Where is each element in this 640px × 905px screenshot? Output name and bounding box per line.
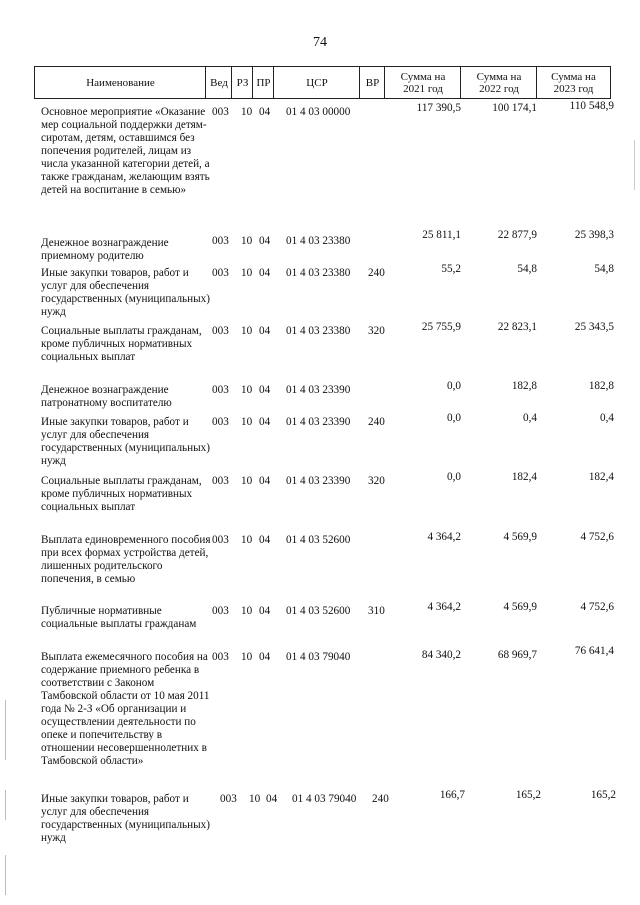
header-csr: ЦСР [273, 66, 360, 99]
row-pr: 04 [259, 267, 271, 279]
row-pr: 04 [259, 605, 271, 617]
page-number: 74 [313, 35, 327, 50]
row-ved: 003 [212, 267, 229, 279]
row-ved: 003 [212, 605, 229, 617]
row-sum-2021: 25 755,9 [421, 321, 461, 333]
header-sum-2023: Сумма на 2023 год [536, 66, 611, 99]
row-ved: 003 [212, 235, 229, 247]
row-pr: 04 [259, 475, 271, 487]
row-csr: 01 4 03 79040 [292, 793, 357, 805]
row-name: Денежное вознаграждение патронатному воспитателю [41, 384, 172, 409]
row-csr: 01 4 03 00000 [286, 106, 351, 118]
row-sum-2023: 25 343,5 [574, 321, 614, 333]
row-name: Социальные выплаты гражданам, кроме публичных нормативных социальных выплат [41, 475, 202, 513]
row-vr: 320 [368, 475, 385, 487]
row-pr: 04 [259, 384, 271, 396]
row-vr: 320 [368, 325, 385, 337]
row-rz: 10 [241, 384, 253, 396]
scan-margin-mark [5, 790, 6, 820]
row-name: Иные закупки товаров, работ и услуг для обеспечения государственных (муниципальных) нужд [41, 416, 210, 467]
row-rz: 10 [241, 106, 253, 118]
header-vr: ВР [359, 66, 385, 99]
row-sum-2023: 4 752,6 [580, 601, 614, 613]
row-sum-2022: 22 823,1 [497, 321, 537, 333]
header-sum-2021: Сумма на 2021 год [384, 66, 461, 99]
scan-edge-mark [634, 140, 635, 190]
row-name: Социальные выплаты гражданам, кроме публичных нормативных социальных выплат [41, 325, 202, 363]
row-ved: 003 [212, 106, 229, 118]
row-rz: 10 [241, 325, 253, 337]
row-csr: 01 4 03 23390 [286, 384, 351, 396]
row-sum-2023: 4 752,6 [580, 531, 614, 543]
row-sum-2023: 76 641,4 [574, 645, 614, 657]
row-sum-2023: 0,4 [600, 412, 614, 424]
row-sum-2021: 0,0 [447, 380, 461, 392]
row-ved: 003 [212, 416, 229, 428]
row-sum-2022: 0,4 [523, 412, 537, 424]
row-sum-2021: 84 340,2 [421, 649, 461, 661]
row-sum-2023: 165,2 [590, 789, 616, 801]
row-rz: 10 [241, 534, 253, 546]
row-sum-2021: 0,0 [447, 412, 461, 424]
row-ved: 003 [212, 651, 229, 663]
row-sum-2023: 182,8 [588, 380, 614, 392]
row-csr: 01 4 03 52600 [286, 605, 351, 617]
scan-margin-mark [5, 855, 6, 895]
scan-margin-mark [5, 700, 6, 760]
row-ved: 003 [212, 475, 229, 487]
row-sum-2021: 117 390,5 [416, 102, 461, 114]
row-csr: 01 4 03 23380 [286, 267, 351, 279]
row-ved: 003 [212, 534, 229, 546]
row-csr: 01 4 03 52600 [286, 534, 351, 546]
row-sum-2022: 182,8 [511, 380, 537, 392]
row-rz: 10 [241, 651, 253, 663]
row-sum-2022: 182,4 [511, 471, 537, 483]
row-vr: 240 [372, 793, 389, 805]
row-name: Выплата ежемесячного пособия на содержание приемного ребенка в соответствии с Законом Тамбовской области от 10 мая 2011 года № 2-З «Об организации и осуществлении деятельности по опеке и попечительству в отношении несовершеннолетних в Тамбовской области» [41, 651, 210, 767]
row-sum-2022: 22 877,9 [497, 229, 537, 241]
row-csr: 01 4 03 23380 [286, 235, 351, 247]
row-pr: 04 [259, 235, 271, 247]
row-rz: 10 [241, 605, 253, 617]
header-pr: ПР [252, 66, 274, 99]
row-pr: 04 [259, 651, 271, 663]
row-sum-2022: 4 569,9 [503, 601, 537, 613]
row-name: Публичные нормативные социальные выплаты гражданам [41, 605, 197, 630]
header-ved: Вед [205, 66, 232, 99]
header-name: Наименование [34, 66, 206, 99]
row-name: Основное мероприятие «Оказание мер социальной поддержки детям-сиротам, детям, оставшимся без попечения родителей, лицам из числа указанной категории детей, а также гражданам, желающим взять детей на воспитание в семью» [41, 106, 210, 196]
header-rz: РЗ [231, 66, 253, 99]
row-sum-2023: 54,8 [594, 263, 614, 275]
row-name: Иные закупки товаров, работ и услуг для обеспечения государственных (муниципальных) нужд [41, 267, 210, 318]
row-rz: 10 [241, 235, 253, 247]
row-sum-2021: 166,7 [439, 789, 465, 801]
row-rz: 10 [241, 416, 253, 428]
row-name: Денежное вознаграждение приемному родителю [41, 237, 169, 262]
row-sum-2022: 54,8 [517, 263, 537, 275]
row-name: Иные закупки товаров, работ и услуг для обеспечения государственных (муниципальных) нужд [41, 793, 210, 844]
row-pr: 04 [259, 325, 271, 337]
row-csr: 01 4 03 79040 [286, 651, 351, 663]
row-sum-2021: 4 364,2 [427, 531, 461, 543]
row-sum-2022: 4 569,9 [503, 531, 537, 543]
row-name: Выплата единовременного пособия при всех формах устройства детей, лишенных родительского попечения, в семью [41, 534, 211, 585]
row-sum-2023: 25 398,3 [574, 229, 614, 241]
row-csr: 01 4 03 23390 [286, 475, 351, 487]
row-pr: 04 [259, 534, 271, 546]
row-vr: 240 [368, 267, 385, 279]
row-pr: 04 [259, 106, 271, 118]
row-vr: 240 [368, 416, 385, 428]
row-ved: 003 [212, 384, 229, 396]
row-pr: 04 [259, 416, 271, 428]
row-sum-2022: 165,2 [515, 789, 541, 801]
row-pr: 04 [266, 793, 278, 805]
row-vr: 310 [368, 605, 385, 617]
row-sum-2021: 55,2 [441, 263, 461, 275]
row-csr: 01 4 03 23390 [286, 416, 351, 428]
row-rz: 10 [241, 267, 253, 279]
row-csr: 01 4 03 23380 [286, 325, 351, 337]
row-sum-2021: 0,0 [447, 471, 461, 483]
row-rz: 10 [249, 793, 261, 805]
row-ved: 003 [212, 325, 229, 337]
row-sum-2023: 182,4 [588, 471, 614, 483]
row-rz: 10 [241, 475, 253, 487]
header-sum-2022: Сумма на 2022 год [460, 66, 537, 99]
row-sum-2022: 68 969,7 [497, 649, 537, 661]
row-sum-2021: 4 364,2 [427, 601, 461, 613]
row-sum-2021: 25 811,1 [422, 229, 461, 241]
row-sum-2022: 100 174,1 [492, 102, 537, 114]
row-sum-2023: 110 548,9 [569, 100, 614, 112]
row-ved: 003 [220, 793, 237, 805]
